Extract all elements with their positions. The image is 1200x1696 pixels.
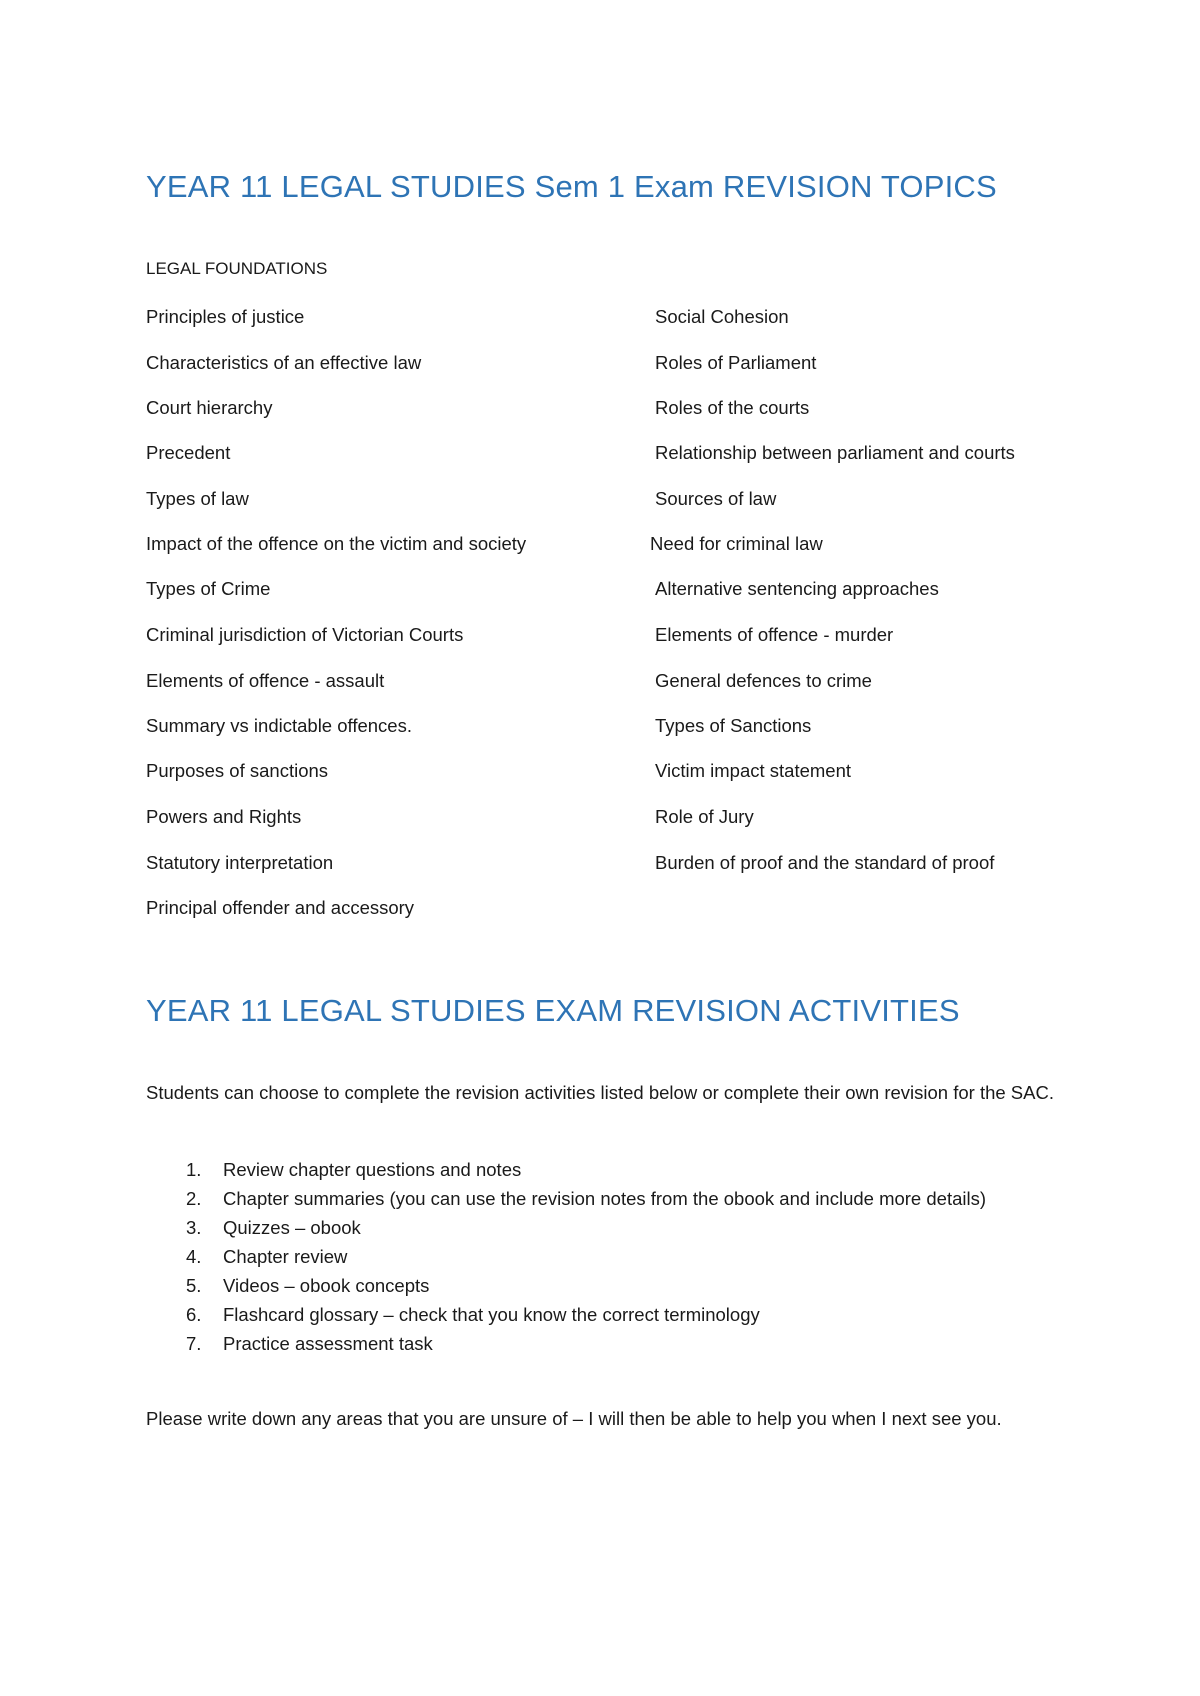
topic-item: Types of law [146,488,249,509]
list-number: 5. [186,1275,202,1296]
list-item [146,1300,1066,1329]
topic-item: Types of Sanctions [655,715,812,736]
list-number: 3. [186,1217,202,1238]
topic-item: Statutory interpretation [146,852,334,873]
topic-item: General defences to crime [655,670,872,691]
topic-item: Role of Jury [655,806,754,827]
topic-item: Principles of justice [146,306,305,327]
list-text: Chapter summaries (you can use the revision notes from the obook and include more details) [223,1188,986,1209]
list-item [146,1271,1066,1300]
topic-item: Criminal jurisdiction of Victorian Courts [146,624,464,645]
intro-paragraph: Students can choose to complete the revision activities listed below or complete their own revision for the SAC. [146,1082,1054,1103]
topic-item: Roles of Parliament [655,352,817,373]
topic-item: Summary vs indictable offences. [146,715,412,736]
list-text: Flashcard glossary – check that you know the correct terminology [223,1304,760,1325]
list-text: Quizzes – obook [223,1217,361,1238]
list-number: 1. [186,1159,202,1180]
topic-item: Powers and Rights [146,806,302,827]
topic-item: Need for criminal law [650,533,823,554]
topic-item: Social Cohesion [655,306,789,327]
list-number: 6. [186,1304,202,1325]
list-text: Videos – obook concepts [223,1275,430,1296]
topic-item: Characteristics of an effective law [146,352,422,373]
closing-paragraph: Please write down any areas that you are unsure of – I will then be able to help you when I next see you. [146,1408,1002,1429]
topic-item: Alternative sentencing approaches [655,578,939,599]
topic-item: Elements of offence - murder [655,624,894,645]
list-item [146,1329,1066,1358]
topic-item: Relationship between parliament and courts [655,442,1015,463]
topic-item: Victim impact statement [655,760,852,781]
topic-item: Purposes of sanctions [146,760,329,781]
topic-item: Roles of the courts [655,397,810,418]
topic-item: Court hierarchy [146,397,273,418]
list-item [146,1155,1066,1184]
topic-item: Sources of law [655,488,777,509]
list-number: 4. [186,1246,202,1267]
activities-list [146,1155,1066,1358]
topic-item: Types of Crime [146,578,271,599]
list-item [146,1213,1066,1242]
topics-heading: YEAR 11 LEGAL STUDIES Sem 1 Exam REVISION TOPICS [146,169,997,204]
list-text: Chapter review [223,1246,348,1267]
list-number: 2. [186,1188,202,1209]
section-label: LEGAL FOUNDATIONS [146,259,328,278]
list-text: Practice assessment task [223,1333,433,1354]
topic-item: Precedent [146,442,231,463]
topic-item: Burden of proof and the standard of proof [655,852,995,873]
list-number: 7. [186,1333,202,1354]
topic-item: Elements of offence - assault [146,670,385,691]
topic-item: Impact of the offence on the victim and society [146,533,527,554]
list-item [146,1184,1066,1213]
topic-item: Principal offender and accessory [146,897,415,918]
activities-heading: YEAR 11 LEGAL STUDIES EXAM REVISION ACTIVITIES [146,993,960,1028]
list-item [146,1242,1066,1271]
list-text: Review chapter questions and notes [223,1159,522,1180]
